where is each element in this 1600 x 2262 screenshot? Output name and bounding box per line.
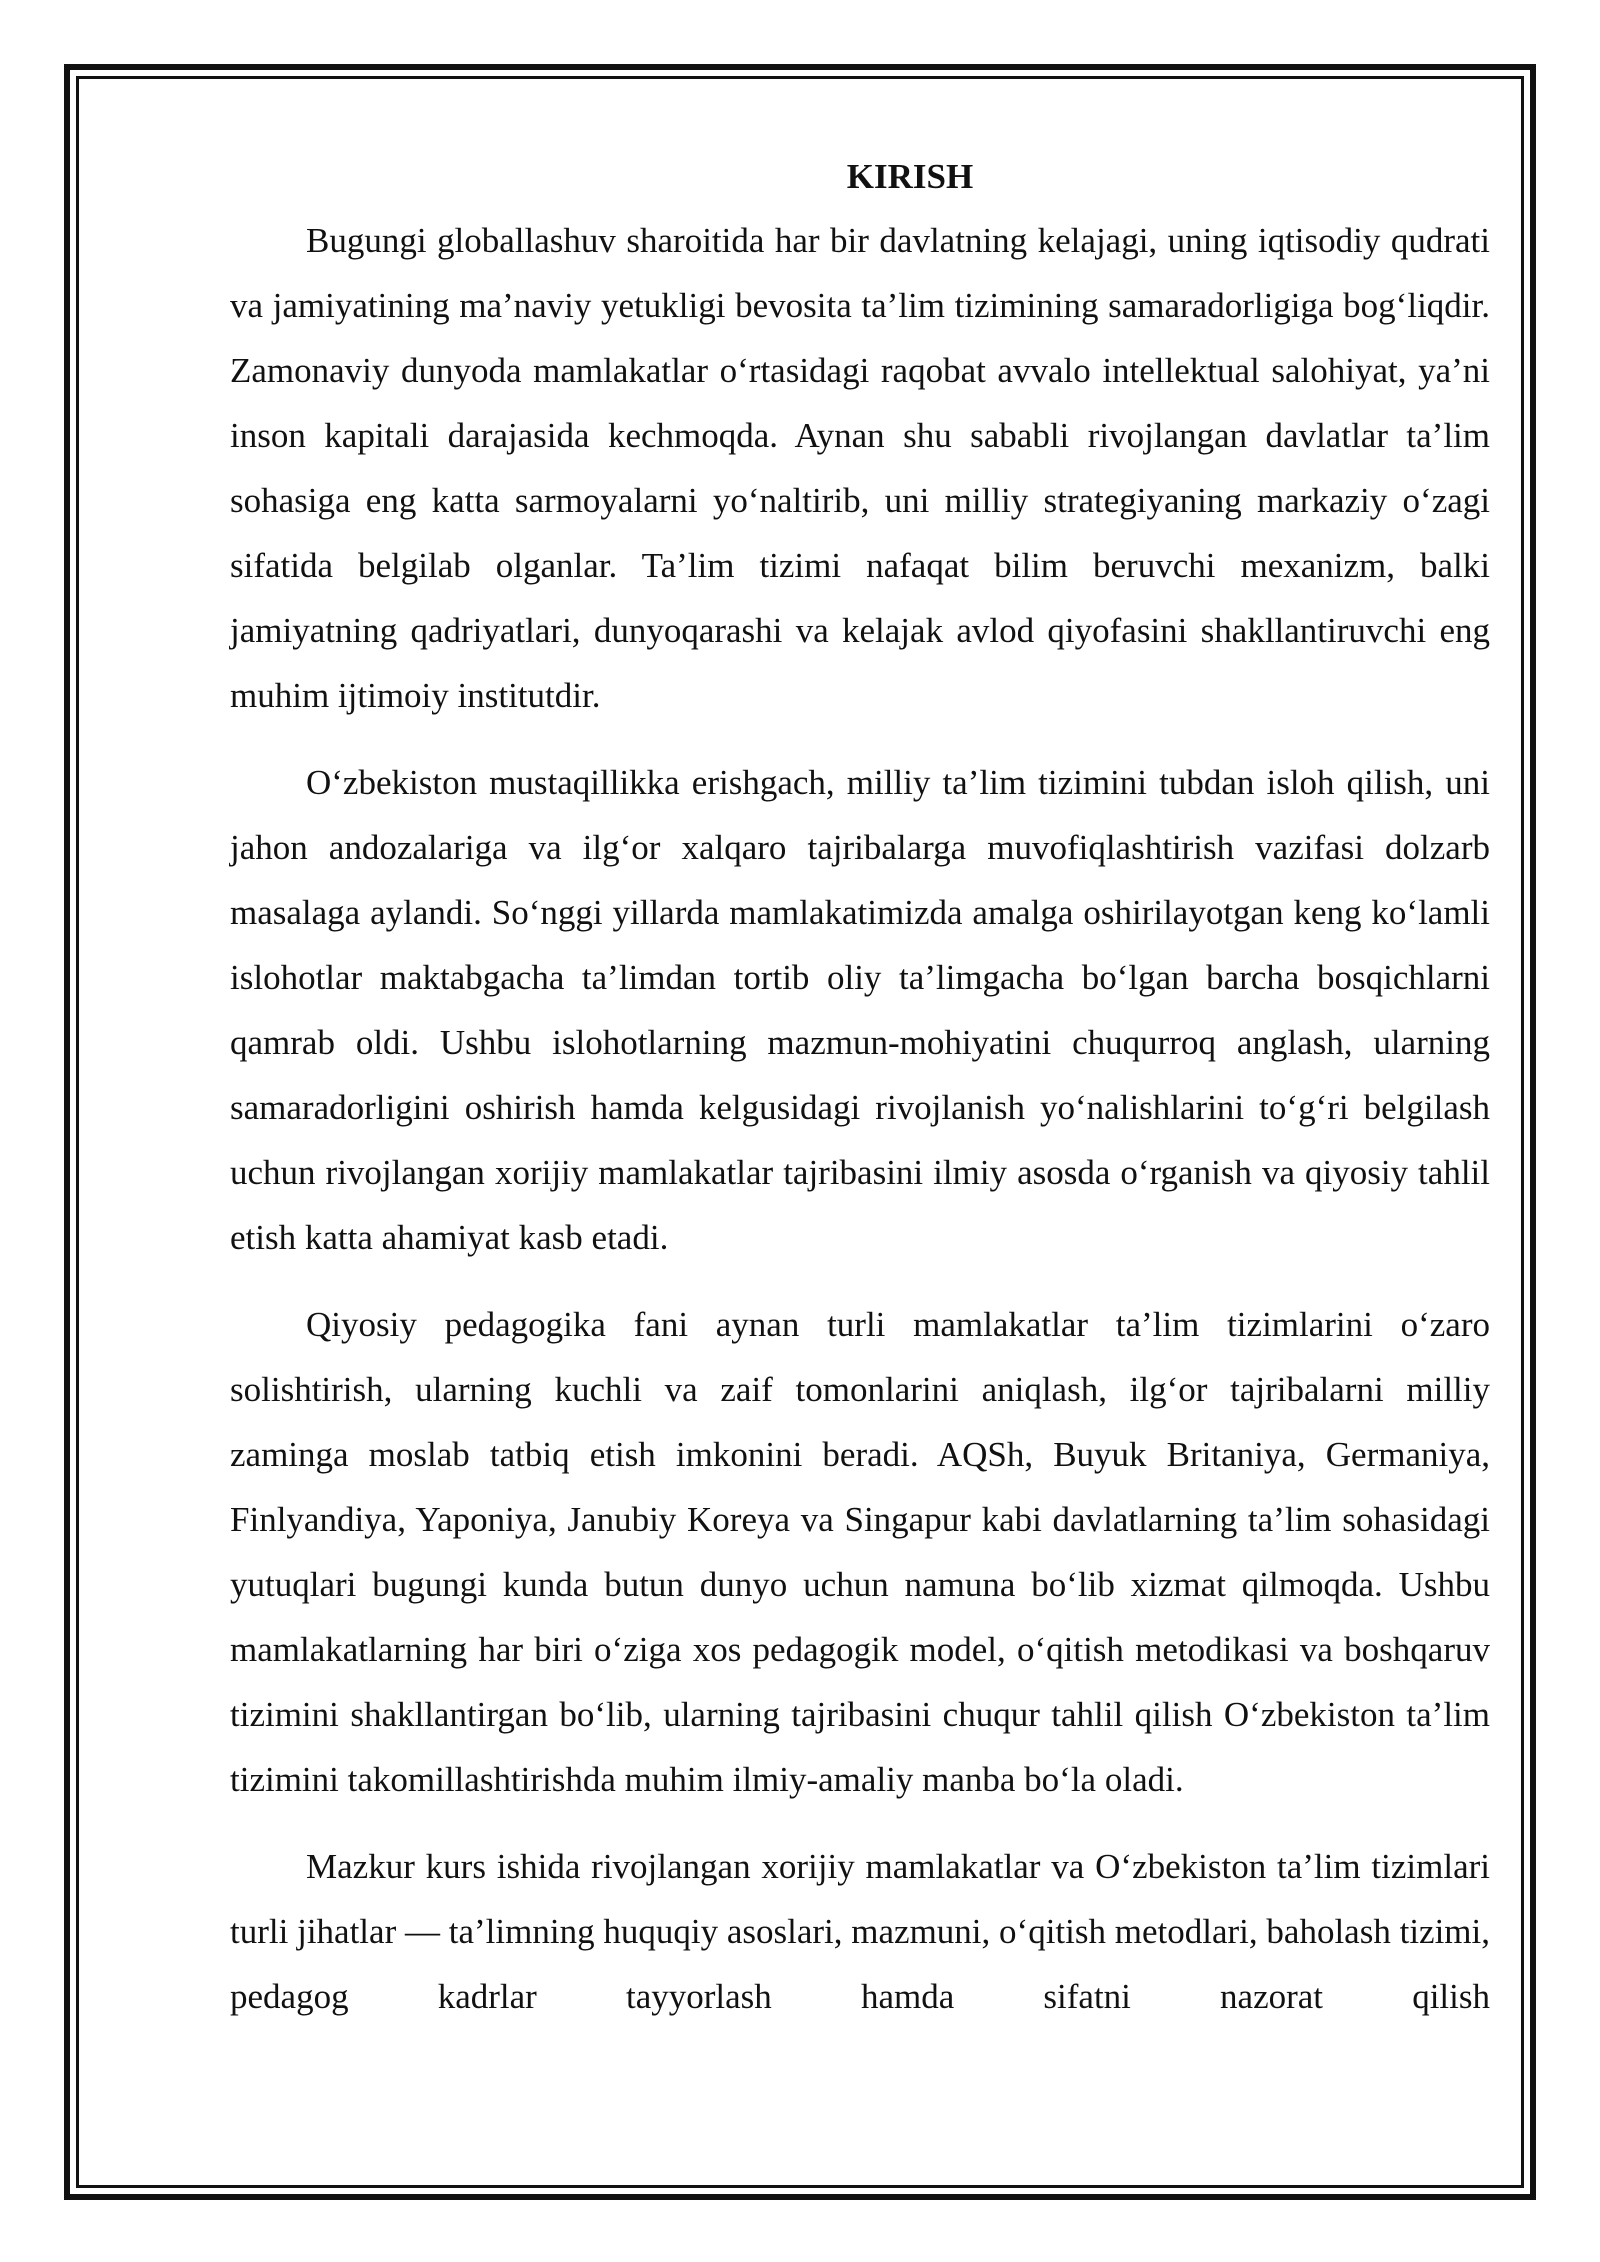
document-body (230, 150, 1490, 2051)
document-title: KIRISH (846, 157, 974, 196)
paragraph-4: Mazkur kurs ishida rivojlangan xorijiy mamlakatlar va O‘zbekiston ta’lim tizimlari turli jihatlar — ta’limning huquqiy asoslari, mazmuni, o‘qitish metodlari, baholash tizimi, pedagog kadrlar tayyorlash hamda sifatni nazorat qilish (230, 1847, 1490, 2016)
paragraph-3: Qiyosiy pedagogika fani aynan turli mamlakatlar ta’lim tizimlarini o‘zaro solishtirish, ularning kuchli va zaif tomonlarini aniqlash, ilg‘or tajribalarni milliy zaminga moslab tatbiq etish imkonini beradi. AQSh, Buyuk Britaniya, Germaniya, Finlyandiya, Yaponiya, Janubiy Koreya va Singapur kabi davlatlarning ta’lim sohasidagi yutuqlari bugungi kunda butun dunyo uchun namuna bo‘lib xizmat qilmoqda. Ushbu mamlakatlarning har biri o‘ziga xos pedagogik model, o‘qitish metodikasi va boshqaruv tizimini shakllantirgan bo‘lib, ularning tajribasini chuqur tahlil qilish O‘zbekiston ta’lim tizimini takomillashtirishda muhim ilmiy-amaliy manba bo‘la oladi. (230, 1305, 1490, 1799)
paragraph-1: Bugungi globallashuv sharoitida har bir davlatning kelajagi, uning iqtisodiy qudrati va jamiyatining ma’naviy yetukligi bevosita ta’lim tizimining samaradorligiga bog‘liqdir. Zamonaviy dunyoda mamlakatlar o‘rtasidagi raqobat avvalo intellektual salohiyat, ya’ni inson kapitali darajasida kechmoqda. Aynan shu sababli rivojlangan davlatlar ta’lim sohasiga eng katta sarmoyalarni yo‘naltirib, uni milliy strategiyaning markaziy o‘zagi sifatida belgilab olganlar. Ta’lim tizimi nafaqat bilim beruvchi mexanizm, balki jamiyatning qadriyatlari, dunyoqarashi va kelajak avlod qiyofasini shakllantiruvchi eng muhim ijtimoiy institutdir. (230, 221, 1490, 715)
paragraph-2: O‘zbekiston mustaqillikka erishgach, milliy ta’lim tizimini tubdan isloh qilish, uni jahon andozalariga va ilg‘or xalqaro tajribalarga muvofiqlashtirish vazifasi dolzarb masalaga aylandi. So‘nggi yillarda mamlakatimizda amalga oshirilayotgan keng ko‘lamli islohotlar maktabgacha ta’limdan tortib oliy ta’limgacha bo‘lgan barcha bosqichlarni qamrab oldi. Ushbu islohotlarning mazmun-mohiyatini chuqurroq anglash, ularning samaradorligini oshirish hamda kelgusidagi rivojlanish yo‘nalishlarini to‘g‘ri belgilash uchun rivojlangan xorijiy mamlakatlar tajribasini ilmiy asosda o‘rganish va qiyosiy tahlil etish katta ahamiyat kasb etadi. (230, 763, 1490, 1257)
